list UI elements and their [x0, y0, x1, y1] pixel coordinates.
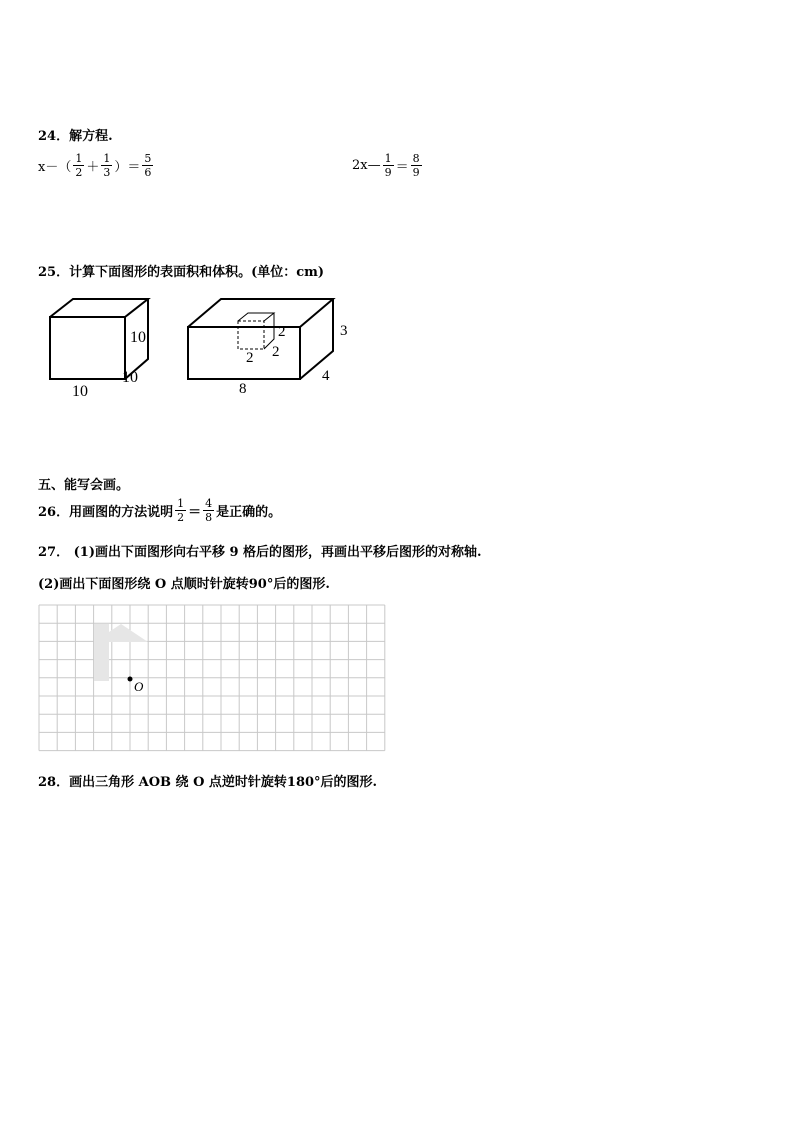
cutout-top: [238, 313, 274, 321]
box-depth-label: 4: [322, 368, 330, 384]
eq2-prefix: 2x—: [352, 158, 381, 173]
eq1-f1-denominator: 2: [75, 166, 83, 179]
section-5-heading: 五、能写会画。: [38, 478, 130, 493]
cutout-width-label: 2: [246, 350, 254, 366]
eq1-f1-numerator: 1: [75, 152, 83, 165]
q26-prefix: 26．用画图的方法说明: [38, 505, 174, 520]
cube-height-label: 10: [130, 329, 146, 346]
q26-f2-numerator: 4: [205, 497, 213, 510]
cutout-depth-label: 2: [272, 344, 280, 360]
eq1-f3-denominator: 6: [144, 166, 152, 179]
q24-equation-1: [38, 152, 155, 179]
q26: [38, 497, 281, 524]
cube-front-face: [50, 317, 125, 379]
eq1-f2-denominator: 3: [103, 166, 111, 179]
cutout-height-label: 2: [278, 324, 286, 340]
q27-grid-figure: [38, 604, 388, 753]
q26-f1-numerator: 1: [177, 497, 185, 510]
eq1-fraction-3: [142, 152, 153, 179]
box-width-label: 8: [239, 381, 247, 397]
q25-label: 25．计算下面图形的表面积和体积。(单位：cm): [38, 265, 325, 280]
q24-label: 24．解方程.: [38, 129, 113, 144]
grid-lines: [39, 605, 385, 751]
eq1-f3-numerator: 5: [144, 152, 152, 165]
eq2-equals: ＝: [395, 160, 409, 175]
cube-top-face: [50, 299, 148, 317]
box-figure: [188, 299, 333, 379]
q26-equals: ＝: [188, 505, 202, 520]
eq2-f1-denominator: 9: [384, 166, 392, 179]
q26-fraction-1: [175, 497, 186, 524]
box-side-face: [300, 299, 333, 379]
cutout-front: [238, 321, 264, 349]
eq2-fraction-1: [383, 152, 394, 179]
eq1-plus: ＋: [86, 160, 100, 175]
cube-depth-label: 10: [122, 369, 138, 386]
small-cube-cutout: [238, 313, 274, 349]
eq1-prefix: x－（: [38, 160, 72, 175]
center-point-o: [128, 677, 133, 682]
q26-f2-denominator: 8: [205, 511, 213, 524]
q24-equation-2: [352, 152, 424, 179]
eq1-close: ）＝: [114, 160, 141, 175]
eq1-f2-numerator: 1: [103, 152, 111, 165]
cube-width-label: 10: [72, 383, 88, 400]
center-point-label: O: [134, 679, 144, 694]
eq1-fraction-2: [101, 152, 112, 179]
eq2-f2-numerator: 8: [412, 152, 420, 165]
eq1-fraction-1: [73, 152, 84, 179]
eq2-fraction-2: [411, 152, 422, 179]
box-height-label: 3: [340, 323, 348, 339]
q25-figures: [38, 290, 368, 400]
q27-line-1: 27． (1)画出下面图形向右平移 9 格后的图形，再画出平移后图形的对称轴.: [38, 545, 482, 560]
eq2-f2-denominator: 9: [412, 166, 420, 179]
q26-suffix: 是正确的。: [216, 505, 282, 520]
arrow-shaft-lower: [94, 642, 109, 681]
q26-f1-denominator: 2: [177, 511, 185, 524]
q28-label: 28．画出三角形 AOB 绕 O 点逆时针旋转180°后的图形.: [38, 775, 378, 790]
q27-line-2: (2)画出下面图形绕 O 点顺时针旋转90°后的图形.: [38, 577, 330, 592]
eq2-f1-numerator: 1: [384, 152, 392, 165]
q26-fraction-2: [203, 497, 214, 524]
